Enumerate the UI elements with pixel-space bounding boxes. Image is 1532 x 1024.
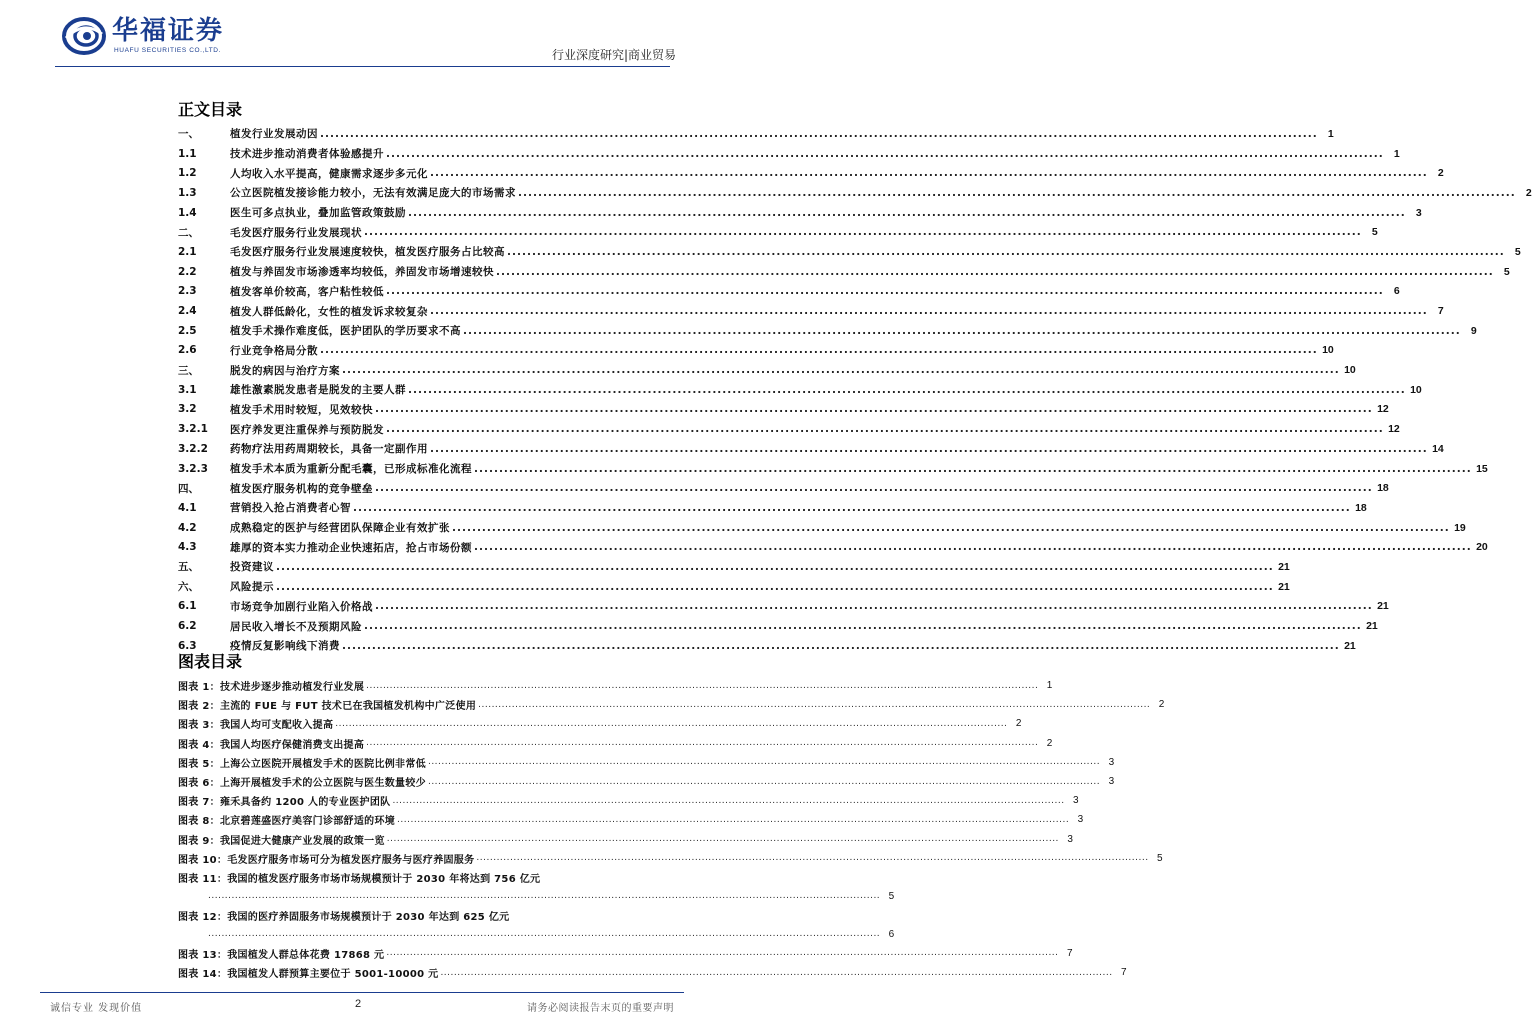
figure-entry-page: 3 [1067, 833, 1073, 845]
figure-entry-text: 图表 3：我国人均可支配收入提高 [178, 720, 334, 732]
figure-leader-dots: ........................................................................................................................................................................................................ [476, 853, 1149, 864]
toc-leader-dots: ........................................................................................................................................................................................................ [364, 226, 1362, 239]
toc-leader-dots: ........................................................................................................................................................................................................ [375, 600, 1373, 613]
toc-entry-page: 6 [1393, 285, 1400, 298]
figure-entry-page: 2 [1158, 699, 1165, 711]
logo-chinese-name: 华福证券 [112, 16, 225, 46]
toc-entry-page: 2 [1437, 167, 1444, 180]
toc-leader-dots: ........................................................................................................................................................................................................ [430, 442, 1428, 455]
figure-entry-text: 图表 14：我国植发人群预算主要位于 5001-10000 元 [178, 969, 439, 981]
logo-english-name: HUAFU SECURITIES CO.,LTD. [114, 47, 221, 54]
figure-leader-dots: ........................................................................................................................................................................................................ [397, 814, 1070, 825]
figure-leader-dots: ........................................................................................................................................................................................................ [392, 795, 1065, 806]
toc-entry-page: 21 [1344, 639, 1356, 652]
toc-entry[interactable] [178, 616, 1378, 636]
toc-leader-dots: ........................................................................................................................................................................................................ [507, 245, 1505, 258]
toc-entry-text: 成熟稳定的医护与经营团队保障企业有效扩张 [230, 522, 450, 535]
toc-entry-number: 五、 [178, 561, 199, 574]
toc-leader-dots: ........................................................................................................................................................................................................ [276, 560, 1274, 573]
toc-entry-page: 7 [1437, 305, 1444, 318]
toc-entry-text: 居民收入增长不及预期风险 [230, 620, 362, 633]
figure-entry-text: 图表 4：我国人均医疗保健消费支出提高 [178, 739, 365, 751]
figure-entry-page: 3 [1073, 795, 1079, 807]
figure-leader-dots: ........................................................................................................................................................................................................ [208, 929, 881, 940]
toc-entry-text: 雄厚的资本实力推动企业快速拓店，抢占市场份额 [230, 541, 472, 554]
toc-entry-page: 3 [1415, 206, 1422, 219]
figure-entry[interactable] [178, 868, 895, 906]
toc-leader-dots: ........................................................................................................................................................................................................ [375, 482, 1373, 495]
toc-entry-text: 植发医疗服务机构的竞争壁垒 [230, 482, 373, 495]
toc-entry-number: 3.2 [178, 403, 197, 416]
figure-leader-dots: ........................................................................................................................................................................................................ [335, 718, 1008, 729]
toc-entry-page: 21 [1366, 620, 1378, 633]
figure-leader-dots: ........................................................................................................................................................................................................ [366, 738, 1039, 749]
toc-entry-number: 3.2.1 [178, 423, 208, 436]
figure-entry-text: 图表 8：北京碧莲盛医疗美容门诊部舒适的环境 [178, 816, 396, 828]
figure-leader-dots: ........................................................................................................................................................................................................ [386, 834, 1059, 845]
toc-entry-text: 行业竞争格局分散 [230, 344, 318, 357]
toc-entry-text: 植发客单价较高，客户粘性较低 [230, 285, 384, 298]
toc-entry[interactable] [178, 557, 1290, 577]
toc-entry[interactable] [178, 321, 1477, 341]
toc-entry[interactable] [178, 439, 1444, 459]
toc-entry-number: 4.2 [178, 521, 197, 534]
figure-leader-dots: ........................................................................................................................................................................................................ [386, 948, 1059, 959]
toc-entry-page: 21 [1278, 580, 1290, 593]
toc-entry-page: 19 [1454, 521, 1466, 534]
toc-leader-dots: ........................................................................................................................................................................................................ [408, 206, 1406, 219]
figure-entry-text: 图表 9：我国促进大健康产业发展的政策一览 [178, 835, 385, 847]
toc-leader-dots: ........................................................................................................................................................................................................ [386, 285, 1384, 298]
toc-entry-number: 三、 [178, 364, 199, 377]
figure-entry[interactable] [178, 810, 1084, 829]
toc-entry-text: 脱发的病因与治疗方案 [230, 364, 340, 377]
figure-entry-page: 6 [888, 928, 895, 940]
toc-entry-number: 2.6 [178, 344, 197, 357]
toc-entry-number: 6.3 [178, 639, 197, 652]
figure-entry[interactable] [178, 849, 1163, 868]
toc-entry[interactable] [178, 341, 1334, 361]
figure-list-title: 图表目录 [178, 652, 243, 671]
figure-list [178, 676, 1165, 982]
toc-entry-number: 3.1 [178, 383, 197, 396]
toc-entry-page: 18 [1377, 482, 1389, 495]
toc-entry[interactable] [178, 222, 1378, 242]
toc-entry-page: 12 [1377, 403, 1389, 416]
toc-leader-dots: ........................................................................................................................................................................................................ [430, 305, 1428, 318]
figure-entry-text: 图表 12：我国的医疗养固服务市场规模预计于 2030 年达到 625 亿元 [178, 911, 510, 923]
footer-disclaimer: 请务必阅读报告末页的重要声明 [527, 1003, 674, 1014]
figure-leader-dots: ........................................................................................................................................................................................................ [478, 699, 1151, 710]
logo-mark-icon [62, 16, 106, 56]
header-divider [55, 66, 670, 67]
figure-entry-page: 3 [1077, 814, 1084, 826]
figure-entry-page: 7 [1121, 967, 1127, 979]
toc-leader-dots: ........................................................................................................................................................................................................ [474, 541, 1472, 554]
figure-leader-dots: ........................................................................................................................................................................................................ [208, 891, 881, 902]
toc-entry-page: 5 [1371, 226, 1378, 239]
figure-entry[interactable] [178, 906, 895, 944]
figure-entry[interactable] [178, 830, 1073, 849]
toc-leader-dots: ........................................................................................................................................................................................................ [452, 521, 1450, 534]
figure-entry-page: 2 [1015, 718, 1022, 730]
figure-leader-dots: ........................................................................................................................................................................................................ [427, 776, 1101, 787]
toc-leader-dots: ........................................................................................................................................................................................................ [342, 639, 1340, 652]
toc-entry-page: 15 [1476, 462, 1488, 475]
toc-leader-dots: ........................................................................................................................................................................................................ [386, 423, 1384, 436]
toc-entry-number: 2.3 [178, 285, 197, 298]
figure-entry[interactable] [178, 963, 1127, 982]
table-of-contents [178, 124, 1532, 656]
toc-entry[interactable] [178, 144, 1400, 164]
toc-entry-number: 一、 [178, 128, 199, 141]
toc-entry[interactable] [178, 124, 1334, 144]
toc-entry-number: 1.3 [178, 186, 197, 199]
toc-entry[interactable] [178, 518, 1466, 538]
figure-entry-text: 图表 11：我国的植发医疗服务市场市场规模预计于 2030 年将达到 756 亿元 [178, 873, 541, 885]
footer-slogan: 诚信专业 发现价值 [50, 1003, 143, 1014]
toc-entry[interactable] [178, 360, 1356, 380]
toc-entry-text: 植发行业发展动因 [230, 128, 318, 141]
toc-entry-number: 1.4 [178, 206, 197, 219]
toc-entry-text: 植发与养固发市场渗透率均较低，养固发市场增速较快 [230, 266, 494, 279]
figure-entry-page: 2 [1046, 737, 1053, 749]
toc-entry-text: 药物疗法用药周期较长，具备一定副作用 [230, 443, 428, 456]
toc-entry-text: 植发人群低龄化，女性的植发诉求较复杂 [230, 305, 428, 318]
toc-leader-dots: ........................................................................................................................................................................................................ [276, 580, 1274, 593]
figure-entry[interactable] [178, 753, 1115, 772]
report-type: 行业深度研究|商业贸易 [551, 48, 676, 62]
toc-entry-text: 植发手术用时较短，见效较快 [230, 403, 373, 416]
toc-entry-text: 公立医院植发接诊能力较小，无法有效满足庞大的市场需求 [230, 187, 516, 200]
toc-leader-dots: ........................................................................................................................................................................................................ [430, 167, 1428, 180]
figure-entry-page: 7 [1066, 947, 1073, 959]
toc-entry-number: 3.2.2 [178, 442, 208, 455]
toc-entry[interactable] [178, 203, 1422, 223]
toc-entry[interactable] [178, 597, 1389, 617]
toc-entry-text: 人均收入水平提高，健康需求逐步多元化 [230, 167, 428, 180]
toc-entry[interactable] [178, 183, 1532, 203]
toc-entry[interactable] [178, 498, 1367, 518]
toc-entry[interactable] [178, 419, 1400, 439]
figure-entry[interactable] [178, 714, 1022, 733]
toc-entry-number: 2.4 [178, 305, 197, 318]
figure-entry[interactable] [178, 944, 1073, 963]
figure-entry-text: 图表 5：上海公立医院开展植发手术的医院比例非常低 [178, 758, 426, 770]
toc-leader-dots: ........................................................................................................................................................................................................ [463, 324, 1461, 337]
toc-entry[interactable] [178, 478, 1389, 498]
toc-entry-number: 六、 [178, 581, 199, 594]
figure-entry-page: 5 [1157, 852, 1163, 864]
toc-entry[interactable] [178, 400, 1389, 420]
figure-entry[interactable] [178, 734, 1053, 753]
toc-entry[interactable] [178, 163, 1444, 183]
toc-entry-number: 4.3 [178, 541, 197, 554]
toc-entry-number: 四、 [178, 482, 199, 495]
toc-entry-page: 12 [1388, 423, 1400, 436]
toc-leader-dots: ........................................................................................................................................................................................................ [496, 265, 1494, 278]
toc-entry[interactable] [178, 242, 1521, 262]
footer-divider [40, 992, 684, 993]
toc-entry-text: 医生可多点执业，叠加监管政策鼓励 [230, 207, 406, 220]
toc-leader-dots: ........................................................................................................................................................................................................ [408, 383, 1406, 396]
toc-entry-text: 营销投入抢占消费者心智 [230, 502, 351, 515]
toc-entry-number: 4.1 [178, 501, 197, 514]
company-logo [62, 16, 242, 56]
figure-entry-text: 图表 6：上海开展植发手术的公立医院与医生数量较少 [178, 778, 426, 790]
toc-entry-text: 毛发医疗服务行业发展现状 [230, 226, 362, 239]
toc-entry-page: 5 [1503, 265, 1510, 278]
toc-entry[interactable] [178, 380, 1422, 400]
toc-entry-number: 6.2 [178, 620, 197, 633]
toc-entry[interactable] [178, 459, 1488, 479]
toc-leader-dots: ........................................................................................................................................................................................................ [518, 186, 1516, 199]
figure-entry-page: 3 [1108, 776, 1115, 788]
toc-entry-number: 1.2 [178, 167, 197, 180]
figure-entry[interactable] [178, 791, 1079, 810]
toc-leader-dots: ........................................................................................................................................................................................................ [474, 462, 1472, 475]
toc-entry-page: 18 [1355, 501, 1367, 514]
figure-leader-dots: ........................................................................................................................................................................................................ [427, 757, 1101, 768]
toc-entry-page: 20 [1476, 541, 1488, 554]
toc-entry-page: 10 [1344, 364, 1356, 377]
toc-entry-number: 2.1 [178, 245, 197, 258]
toc-entry[interactable] [178, 537, 1488, 557]
toc-entry-text: 医疗养发更注重保养与预防脱发 [230, 423, 384, 436]
toc-entry-page: 5 [1514, 245, 1521, 258]
toc-entry-page: 10 [1410, 383, 1422, 396]
toc-entry[interactable] [178, 636, 1356, 656]
toc-leader-dots: ........................................................................................................................................................................................................ [353, 501, 1351, 514]
toc-entry-page: 21 [1377, 600, 1389, 613]
toc-entry-page: 1 [1393, 147, 1400, 160]
page-header [0, 0, 724, 70]
figure-entry[interactable] [178, 695, 1165, 714]
toc-title: 正文目录 [178, 100, 243, 119]
toc-entry-number: 1.1 [178, 147, 197, 160]
toc-entry-number: 二、 [178, 226, 199, 239]
figure-entry[interactable] [178, 676, 1053, 695]
toc-entry-text: 毛发医疗服务行业发展速度较快，植发医疗服务占比较高 [230, 246, 505, 259]
toc-entry-number: 6.1 [178, 600, 197, 613]
toc-entry[interactable] [178, 262, 1510, 282]
figure-entry-page: 5 [888, 890, 895, 902]
toc-leader-dots: ........................................................................................................................................................................................................ [320, 344, 1318, 357]
toc-leader-dots: ........................................................................................................................................................................................................ [386, 147, 1384, 160]
toc-entry-text: 雄性激素脱发患者是脱发的主要人群 [230, 384, 406, 397]
figure-entry-text: 图表 2：主流的 FUE 与 FUT 技术已在我国植发机构中广泛使用 [178, 701, 477, 713]
toc-leader-dots: ........................................................................................................................................................................................................ [364, 620, 1362, 633]
toc-entry-page: 1 [1327, 127, 1334, 140]
toc-entry[interactable] [178, 282, 1400, 302]
toc-entry[interactable] [178, 301, 1444, 321]
toc-entry-text: 投资建议 [230, 561, 274, 574]
toc-entry-text: 植发手术操作难度低，医护团队的学历要求不高 [230, 325, 461, 338]
toc-entry-text: 市场竞争加剧行业陷入价格战 [230, 600, 373, 613]
toc-entry-text: 植发手术本质为重新分配毛囊，已形成标准化流程 [230, 463, 472, 476]
figure-leader-dots: ........................................................................................................................................................................................................ [440, 967, 1113, 978]
figure-leader-dots: ........................................................................................................................................................................................................ [366, 680, 1039, 691]
figure-entry-page: 1 [1046, 680, 1053, 692]
toc-leader-dots: ........................................................................................................................................................................................................ [342, 364, 1340, 377]
toc-entry-page: 9 [1470, 324, 1477, 337]
figure-entry-page: 3 [1108, 756, 1115, 768]
figure-entry-text: 图表 7：雍禾具备约 1200 人的专业医护团队 [178, 797, 391, 809]
toc-entry-page: 10 [1322, 344, 1334, 357]
toc-leader-dots: ........................................................................................................................................................................................................ [375, 403, 1373, 416]
page-number: 2 [355, 998, 362, 1010]
toc-entry[interactable] [178, 577, 1290, 597]
toc-entry-text: 疫情反复影响线下消费 [230, 640, 340, 653]
figure-entry-text: 图表 13：我国植发人群总体花费 17868 元 [178, 949, 385, 961]
toc-entry-number: 3.2.3 [178, 462, 208, 475]
figure-entry[interactable] [178, 772, 1115, 791]
toc-entry-page: 21 [1278, 560, 1290, 573]
toc-entry-text: 风险提示 [230, 581, 274, 594]
toc-entry-page: 2 [1525, 186, 1532, 199]
toc-leader-dots: ........................................................................................................................................................................................................ [320, 127, 1318, 140]
figure-entry-text: 图表 10：毛发医疗服务市场可分为植发医疗服务与医疗养固服务 [178, 854, 475, 866]
toc-entry-text: 技术进步推动消费者体验感提升 [230, 148, 384, 161]
toc-entry-number: 2.5 [178, 324, 197, 337]
figure-entry-text: 图表 1：技术进步逐步推动植发行业发展 [178, 682, 365, 694]
toc-entry-number: 2.2 [178, 265, 197, 278]
toc-entry-page: 14 [1432, 442, 1444, 455]
